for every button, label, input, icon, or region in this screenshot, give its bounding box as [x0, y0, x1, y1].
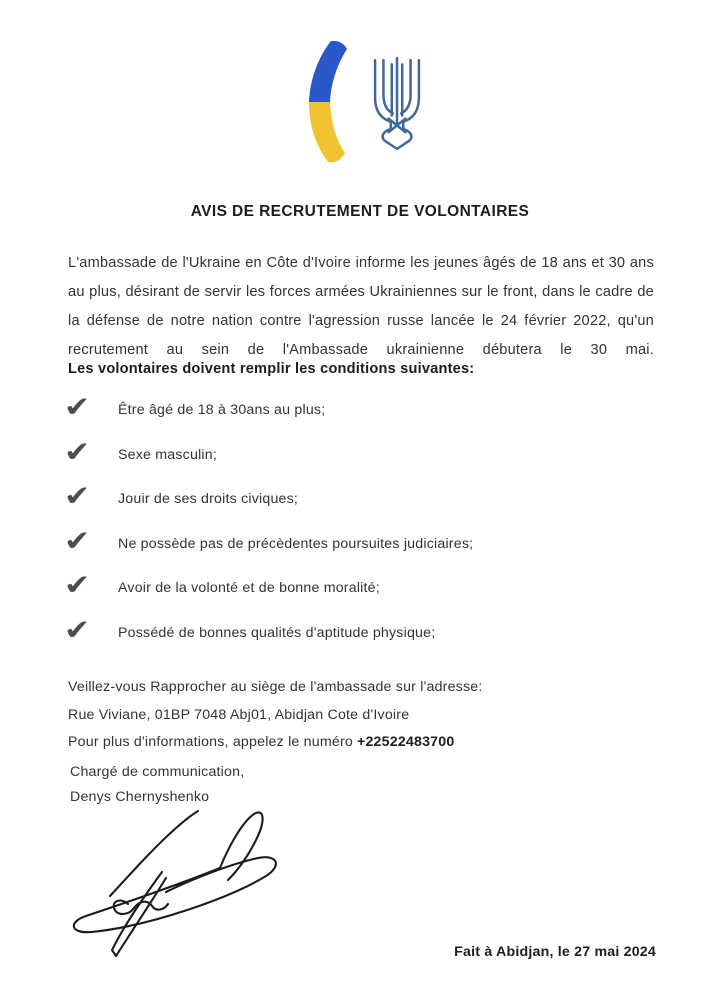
contact-address: Rue Viviane, 01BP 7048 Abj01, Abidjan Cote d'Ivoire [68, 706, 410, 723]
check-icon: ✔ [62, 435, 93, 468]
conditions-list [62, 391, 646, 663]
contact-phone-prefix: Pour plus d'informations, appelez le numéro [68, 734, 353, 750]
ukraine-trident-icon [364, 56, 430, 152]
signatory-block [70, 760, 244, 810]
check-icon: ✔ [62, 524, 93, 557]
condition-item [62, 524, 646, 575]
signature-image [70, 808, 314, 960]
check-icon: ✔ [62, 391, 93, 423]
intro-paragraph: L'ambassade de l'Ukraine en Côte d'Ivoire informe les jeunes âgés de 18 ans et 30 ans au plus, désirant de servir les forces armées Ukrainiennes sur le front, dans le cadre de la défense de notre nation contre l'agression russe lancée le 24 février 2022, qu'un recrutement au sein de l'Ambassade ukrainienne débutera le 30 mai. [68, 255, 654, 358]
contact-block [68, 674, 628, 757]
check-icon: ✔ [62, 480, 93, 512]
condition-text: Ne possède pas de précèdentes poursuites judiciaires; [118, 535, 474, 552]
condition-text: Sexe masculin; [118, 446, 218, 463]
contact-phone-line [68, 729, 628, 757]
condition-item [62, 435, 646, 486]
condition-item [62, 480, 646, 530]
signatory-name: Denys Chernyshenko [70, 789, 210, 805]
ukraine-flag-crescent-icon [290, 40, 352, 164]
signatory-role: Chargé de communication, [70, 764, 245, 780]
trident-strokes [375, 58, 419, 149]
contact-address-intro: Veillez-vous Rapprocher au siège de l'ambassade sur l'adresse: [68, 679, 483, 695]
condition-item [62, 569, 646, 619]
conditions-heading: Les volontaires doivent remplir les conditions suivantes: [68, 361, 475, 377]
embassy-logo [0, 40, 720, 164]
check-icon: ✔ [62, 569, 93, 601]
condition-text: Avoir de la volonté et de bonne moralité; [118, 580, 380, 596]
check-icon: ✔ [62, 613, 93, 646]
contact-phone-number: +22522483700 [356, 734, 455, 750]
condition-text: Possédé de bonnes qualités d'aptitude physique; [118, 624, 436, 641]
condition-item [62, 391, 646, 441]
crescent-yellow-half [309, 102, 345, 162]
crescent-blue-half [309, 41, 347, 102]
condition-item [62, 613, 646, 664]
document-title: AVIS DE RECRUTEMENT DE VOLONTAIRES [190, 203, 530, 220]
date-line: Fait à Abidjan, le 27 mai 2024 [454, 944, 656, 960]
condition-text: Jouir de ses droits civiques; [118, 491, 299, 507]
condition-text: Être âgé de 18 à 30ans au plus; [118, 402, 326, 418]
